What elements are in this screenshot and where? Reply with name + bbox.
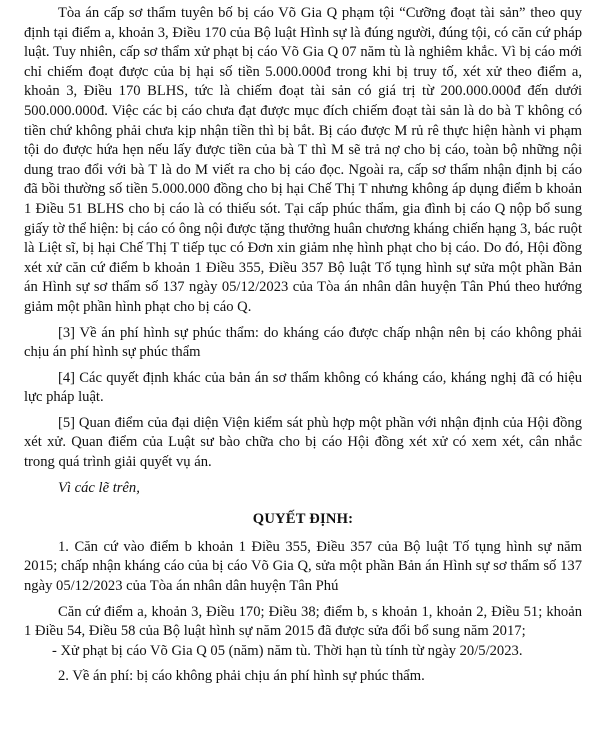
decision-item-2: 2. Về án phí: bị cáo không phải chịu án phí hình sự phúc thẩm.	[58, 668, 425, 685]
decision-heading: QUYẾT ĐỊNH:	[252, 511, 354, 528]
paragraph-reasoning: Tòa án cấp sơ thẩm tuyên bố bị cáo Võ Gia Q phạm tội “Cưỡng đoạt tài sản” theo quy định tại điểm a, khoản 3, Điều 170 của Bộ luật Hình sự là đúng người, đúng tội, có căn cứ pháp luật. Tuy nhiên, cấp sơ thẩm xử phạt bị cáo Võ Gia Q 07 năm tù là nghiêm khắc. Vì bị cáo mới chỉ chiếm đoạt được của bị hại số tiền 5.000.000đ trong khi bị truy tố, xét xử theo điểm a, khoản 3, Điều 170 BLHS, tức là chiếm đoạt tài sản có giá trị từ 200.000.000đ đến dưới 500.000.000đ. Việc các bị cáo chưa đạt được mục đích chiếm đoạt tài sản là do bà T không có tiền chứ không phải chưa kịp nhận tiền thì bị bắt. Bị cáo được M rủ rê thực hiện hành vi phạm tội do được hứa hẹn nếu lấy được tiền của bà T thì M sẽ trả nợ cho bị cáo, toàn bộ những nội dung trao đổi với bà T là do M viết ra cho bị cáo đọc. Ngoài ra, cấp sơ thẩm nhận định bị cáo đã bồi thường số tiền 5.000.000 đồng cho bị hại Chế Thị T nhưng không áp dụng điểm b khoản 1 Điều 51 BLHS cho bị cáo là có thiếu sót. Tại cấp phúc thẩm, gia đình bị cáo Q nộp bổ sung giấy tờ thể hiện: bị cáo có ông nội được tặng thưởng huân chương kháng chiến hạng 3, bác ruột là Liệt sĩ, bị hại Chế Thị T tiếp tục có Đơn xin giảm nhẹ hình phạt cho bị cáo. Do đó, Hội đồng xét xử căn cứ điểm b khoản 1 Điều 355, Điều 357 Bộ luật Tố tụng hình sự sửa một phần Bản án Hình sự sơ thẩm số 137 ngày 05/12/2023 của Tòa án nhân dân huyện Tân Phú theo hướng giảm một phần hình phạt cho bị cáo Q.	[24, 5, 582, 315]
paragraph-court-fee: [3] Về án phí hình sự phúc thẩm: do kháng cáo được chấp nhận nên bị cáo không phải chịu án phí hình sự phúc thẩm	[24, 324, 582, 361]
paragraph-for-reasons: Vì các lẽ trên,	[58, 479, 140, 496]
decision-legal-basis: Căn cứ điểm a, khoản 3, Điều 170; Điều 38; điểm b, s khoản 1, khoản 2, Điều 51; khoản 1 Điều 54, Điều 58 của Bộ luật hình sự năm 2015 đã được sửa đổi bổ sung năm 2017;	[24, 603, 582, 640]
decision-sentence: - Xử phạt bị cáo Võ Gia Q 05 (năm) năm tù. Thời hạn tù tính từ ngày 20/5/2023.	[52, 642, 523, 659]
decision-item-1: 1. Căn cứ vào điểm b khoản 1 Điều 355, Điều 357 của Bộ luật Tố tụng hình sự năm 2015; chấp nhận kháng cáo của bị cáo Võ Gia Q, sửa một phần Bản án Hình sự sơ thẩm số 137 ngày 05/12/2023 của Tòa án nhân dân huyện Tân Phú	[24, 538, 582, 595]
paragraph-procuracy-view: [5] Quan điểm của đại diện Viện kiểm sát phù hợp một phần với nhận định của Hội đồng xét xử. Quan điểm của Luật sư bào chữa cho bị cáo Hội đồng xét xử có xem xét, cân nhắc trong quá trình giải quyết vụ án.	[24, 414, 582, 471]
paragraph-other-decisions: [4] Các quyết định khác của bản án sơ thẩm không có kháng cáo, kháng nghị đã có hiệu lực pháp luật.	[24, 369, 582, 406]
